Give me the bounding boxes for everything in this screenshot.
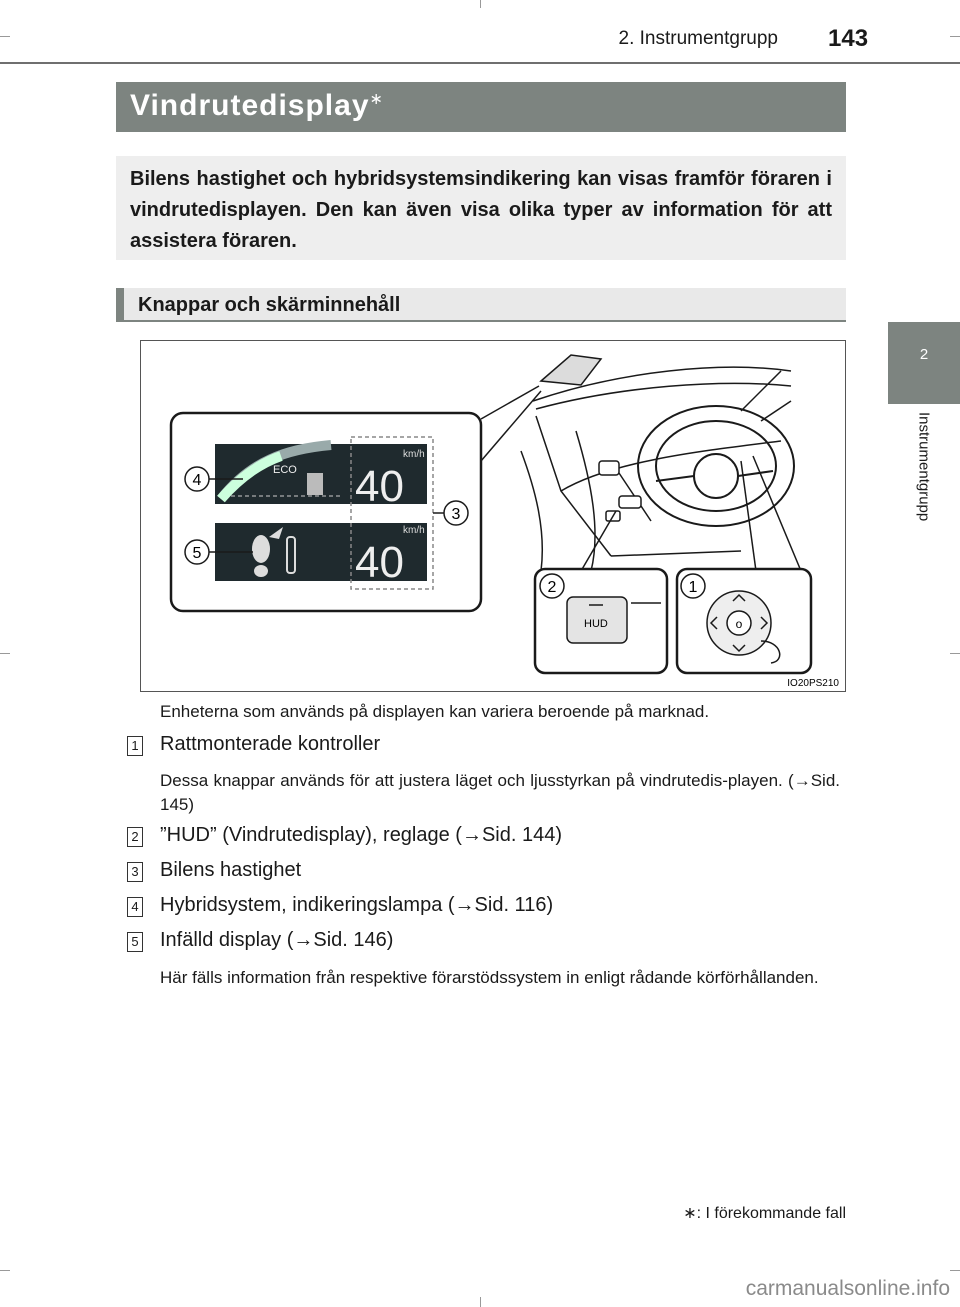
callout-3-label: 3: [451, 506, 461, 523]
speed-value-top: 40: [355, 462, 404, 511]
page-title: [130, 89, 384, 123]
steering-wheel: [638, 406, 794, 526]
item-number: 5: [127, 932, 143, 952]
callout-1-label: 1: [688, 579, 698, 596]
crop-mark: [950, 653, 960, 654]
item-title: Bilens hastighet: [160, 859, 302, 881]
watermark: carmanualsonline.info: [745, 1277, 950, 1300]
item-body: Dessa knappar används för att justera läget och ljusstyrkan på vindrutedis-playen. (→Sid. 145): [160, 771, 840, 814]
hud-switch-label: HUD: [584, 618, 608, 630]
crop-mark: [0, 1270, 10, 1271]
subsection-title: Knappar och skärminnehåll: [138, 294, 401, 316]
item-title: Rattmonterade kontroller: [160, 733, 381, 755]
callout-2-label: 2: [547, 579, 557, 596]
market-note: Enheterna som används på displayen kan variera beroende på marknad.: [160, 702, 710, 721]
chapter-tab-number: 2: [919, 346, 929, 363]
control-pad-center: o: [735, 617, 743, 631]
subsection-bar: [116, 288, 846, 322]
intro-box: [116, 156, 846, 260]
eco-label: ECO: [273, 464, 297, 476]
callout-2: [540, 574, 564, 598]
footnote: ∗: I förekommande fall: [683, 1205, 846, 1222]
dashboard-illustration: [140, 340, 846, 692]
item-title: ”HUD” (Vindrutedisplay), reglage (→Sid. 144): [160, 824, 563, 846]
section-title-bar: [116, 82, 846, 132]
header-rule: [0, 62, 960, 64]
crop-mark: [480, 0, 481, 8]
item-number: 2: [127, 827, 143, 847]
page-title-text: Vindrutedisplay: [130, 89, 370, 122]
item-number: 1: [127, 736, 143, 756]
crop-mark: [480, 1297, 481, 1307]
stalk-controls: [599, 461, 641, 521]
crop-mark: [0, 653, 10, 654]
page-number: 143: [828, 25, 869, 52]
item-number: 3: [127, 862, 143, 882]
callout-1: [681, 574, 705, 598]
figure-code: IO20PS210: [787, 678, 839, 689]
crop-mark: [950, 36, 960, 37]
chapter-heading: 2. Instrumentgrupp: [618, 28, 778, 49]
battery-icon: [307, 473, 323, 495]
callout-5-label: 5: [192, 545, 202, 562]
chapter-tab[interactable]: [888, 322, 960, 404]
item-body: Här fälls information från respektive förarstödssystem in enligt rådande körförhållanden.: [160, 968, 819, 987]
footnote-marker: ∗: [369, 91, 384, 108]
speed-value-bottom: 40: [355, 538, 404, 587]
item-title: Infälld display (→Sid. 146): [160, 929, 394, 951]
speed-unit-top: km/h: [403, 449, 425, 460]
chapter-tab-label: Instrumentgrupp: [915, 412, 933, 522]
chapter-tab-label-area: [888, 404, 960, 634]
item-title: Hybridsystem, indikeringslampa (→Sid. 116): [160, 894, 554, 916]
intro-text: Bilens hastighet och hybridsystemsindikering kan visas framför föraren i vindrutedisplayen. Den kan även visa olika typer av information för att assistera föraren.: [130, 168, 832, 252]
dashboard-illustration-svg: [141, 341, 844, 690]
callout-4-label: 4: [192, 472, 202, 489]
item-number: 4: [127, 897, 143, 917]
speed-unit-bottom: km/h: [403, 525, 425, 536]
crop-mark: [950, 1270, 960, 1271]
